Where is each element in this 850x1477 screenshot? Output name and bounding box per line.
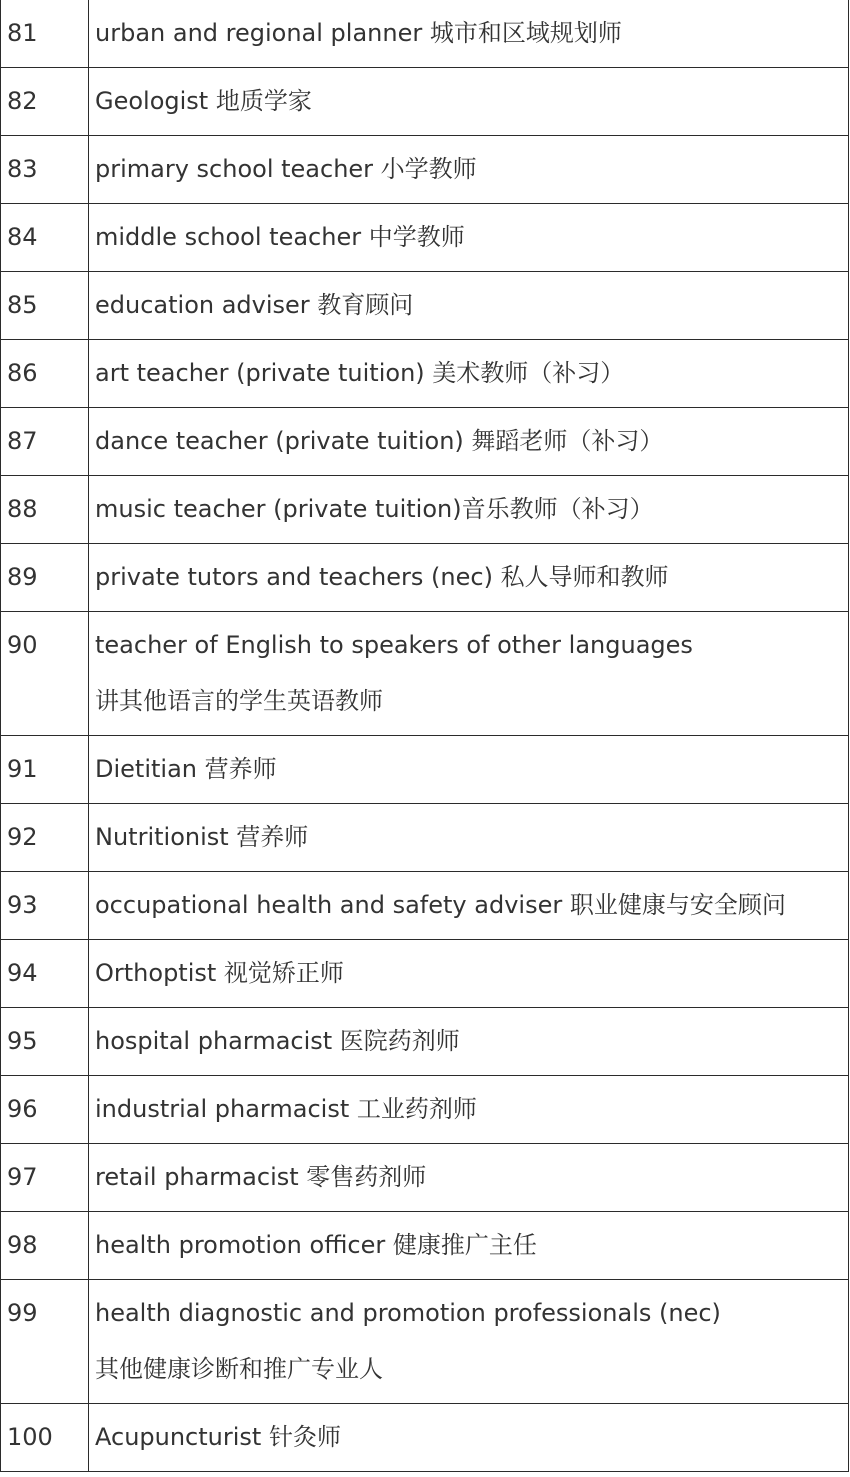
row-number: 93 xyxy=(1,872,89,939)
row-number: 95 xyxy=(1,1008,89,1075)
occupation-text: dance teacher (private tuition) 舞蹈老师（补习） xyxy=(95,427,664,455)
occupation-text: Geologist 地质学家 xyxy=(95,87,312,115)
row-number: 88 xyxy=(1,476,89,543)
occupation-text: private tutors and teachers (nec) 私人导师和教师 xyxy=(95,563,669,591)
occupation-text: middle school teacher 中学教师 xyxy=(95,223,465,251)
row-number: 92 xyxy=(1,804,89,871)
occupation-text: urban and regional planner 城市和区域规划师 xyxy=(95,19,622,47)
row-number: 97 xyxy=(1,1144,89,1211)
occupation-text: education adviser 教育顾问 xyxy=(95,291,414,319)
occupation-text: retail pharmacist 零售药剂师 xyxy=(95,1163,427,1191)
row-number: 90 xyxy=(1,612,89,735)
row-number: 100 xyxy=(1,1404,89,1471)
table-row xyxy=(1,611,848,735)
row-number: 83 xyxy=(1,136,89,203)
row-number: 99 xyxy=(1,1280,89,1403)
row-number: 94 xyxy=(1,940,89,1007)
occupation-text: Dietitian 营养师 xyxy=(95,755,277,783)
occupation-text: Nutritionist 营养师 xyxy=(95,823,309,851)
occupation-text: occupational health and safety adviser 职业健康与安全顾问 xyxy=(95,891,786,919)
occupation-text: music teacher (private tuition)音乐教师（补习） xyxy=(95,495,654,523)
row-number: 81 xyxy=(1,0,89,67)
occupation-text: art teacher (private tuition) 美术教师（补习） xyxy=(95,359,625,387)
row-number: 96 xyxy=(1,1076,89,1143)
occupation-text: primary school teacher 小学教师 xyxy=(95,155,477,183)
row-number: 89 xyxy=(1,544,89,611)
table-row xyxy=(1,1279,848,1403)
row-number: 85 xyxy=(1,272,89,339)
row-number: 98 xyxy=(1,1212,89,1279)
row-number: 87 xyxy=(1,408,89,475)
row-number: 82 xyxy=(1,68,89,135)
row-number: 84 xyxy=(1,204,89,271)
occupation-text: industrial pharmacist 工业药剂师 xyxy=(95,1095,477,1123)
row-number: 86 xyxy=(1,340,89,407)
occupation-text: hospital pharmacist 医院药剂师 xyxy=(95,1027,460,1055)
occupation-text: teacher of English to speakers of other languages 讲其他语言的学生英语教师 xyxy=(95,631,693,715)
occupation-text: Acupuncturist 针灸师 xyxy=(95,1423,341,1451)
occupation-text: health diagnostic and promotion professionals (nec) 其他健康诊断和推广专业人 xyxy=(95,1299,721,1383)
row-number: 91 xyxy=(1,736,89,803)
occupation-text: Orthoptist 视觉矫正师 xyxy=(95,959,344,987)
table-row xyxy=(1,1403,848,1471)
occupation-text: health promotion officer 健康推广主任 xyxy=(95,1231,537,1259)
